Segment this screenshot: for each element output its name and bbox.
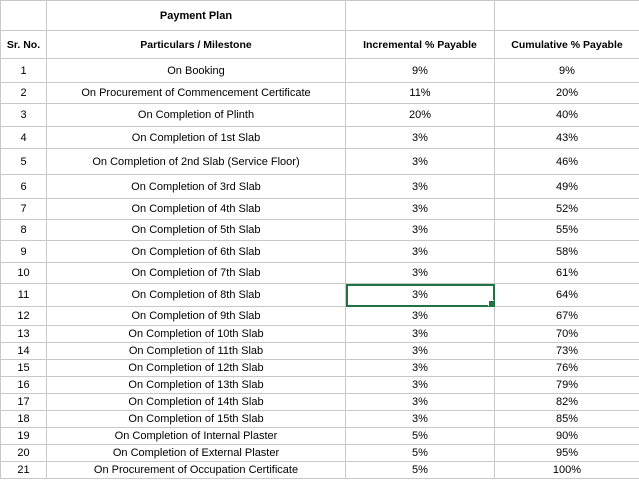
cell-milestone[interactable]: On Procurement of Occupation Certificate [47, 462, 346, 479]
cell-milestone[interactable]: On Completion of 10th Slab [47, 326, 346, 343]
cell-sr-no[interactable]: 1 [1, 59, 47, 83]
table-row [1, 220, 639, 241]
header-incremental[interactable]: Incremental % Payable [346, 31, 495, 59]
table-row [1, 462, 639, 479]
table-row [1, 394, 639, 411]
table-row [1, 343, 639, 360]
blank-cell[interactable] [346, 1, 495, 31]
cell-incremental[interactable]: 3% [346, 411, 495, 428]
table-row [1, 360, 639, 377]
table-row [1, 104, 639, 127]
cell-sr-no[interactable]: 3 [1, 104, 47, 127]
cell-milestone[interactable]: On Completion of 2nd Slab (Service Floor) [47, 149, 346, 175]
cell-cumulative[interactable]: 76% [495, 360, 639, 377]
cell-sr-no[interactable]: 12 [1, 307, 47, 326]
cell-cumulative[interactable]: 95% [495, 445, 639, 462]
table-row [1, 411, 639, 428]
cell-incremental[interactable]: 3% [346, 360, 495, 377]
cell-milestone[interactable]: On Completion of 13th Slab [47, 377, 346, 394]
blank-cell[interactable] [495, 1, 639, 31]
cell-sr-no[interactable]: 21 [1, 462, 47, 479]
cell-cumulative[interactable]: 70% [495, 326, 639, 343]
cell-milestone[interactable]: On Completion of 11th Slab [47, 343, 346, 360]
cell-incremental[interactable]: 5% [346, 462, 495, 479]
cell-incremental[interactable]: 3% [346, 377, 495, 394]
cell-cumulative[interactable]: 100% [495, 462, 639, 479]
table-row [1, 149, 639, 175]
cell-cumulative[interactable]: 43% [495, 127, 639, 149]
cell-cumulative[interactable]: 85% [495, 411, 639, 428]
title-row [1, 1, 639, 31]
cell-cumulative[interactable]: 67% [495, 307, 639, 326]
cell-milestone[interactable]: On Completion of 12th Slab [47, 360, 346, 377]
cell-sr-no[interactable]: 17 [1, 394, 47, 411]
cell-cumulative[interactable]: 90% [495, 428, 639, 445]
table-row [1, 199, 639, 220]
cell-cumulative[interactable]: 64% [495, 284, 639, 307]
cell-cumulative[interactable]: 79% [495, 377, 639, 394]
cell-sr-no[interactable]: 13 [1, 326, 47, 343]
cell-sr-no[interactable]: 14 [1, 343, 47, 360]
cell-sr-no[interactable]: 7 [1, 199, 47, 220]
cell-sr-no[interactable]: 6 [1, 175, 47, 199]
table-row [1, 307, 639, 326]
table-row [1, 445, 639, 462]
table-row [1, 326, 639, 343]
table-row [1, 263, 639, 284]
cell-cumulative[interactable]: 61% [495, 263, 639, 284]
table-row [1, 83, 639, 104]
cell-sr-no[interactable]: 11 [1, 284, 47, 307]
cell-milestone[interactable]: On Completion of Plinth [47, 104, 346, 127]
blank-cell[interactable] [1, 1, 47, 31]
cell-cumulative[interactable]: 49% [495, 175, 639, 199]
cell-sr-no[interactable]: 8 [1, 220, 47, 241]
table-row [1, 59, 639, 83]
table-row [1, 175, 639, 199]
table-row [1, 377, 639, 394]
cell-incremental[interactable]: 3% [346, 241, 495, 263]
cell-milestone[interactable]: On Completion of 7th Slab [47, 263, 346, 284]
cell-milestone[interactable]: On Completion of 14th Slab [47, 394, 346, 411]
table-row [1, 127, 639, 149]
cell-milestone[interactable]: On Completion of 8th Slab [47, 284, 346, 307]
cell-incremental[interactable]: 3% [346, 343, 495, 360]
cell-cumulative[interactable]: 46% [495, 149, 639, 175]
cell-sr-no[interactable]: 9 [1, 241, 47, 263]
cell-incremental[interactable]: 3% [346, 175, 495, 199]
cell-milestone[interactable]: On Completion of 3rd Slab [47, 175, 346, 199]
cell-incremental[interactable]: 5% [346, 445, 495, 462]
cell-incremental[interactable]: 3% [346, 394, 495, 411]
cell-cumulative[interactable]: 55% [495, 220, 639, 241]
cell-milestone[interactable]: On Completion of Internal Plaster [47, 428, 346, 445]
cell-incremental[interactable]: 11% [346, 83, 495, 104]
cell-sr-no[interactable]: 2 [1, 83, 47, 104]
cell-milestone[interactable]: On Completion of 6th Slab [47, 241, 346, 263]
fill-handle[interactable] [488, 300, 495, 307]
cell-cumulative[interactable]: 9% [495, 59, 639, 83]
sheet-title[interactable]: Payment Plan [47, 1, 346, 31]
cell-incremental[interactable]: 3% [346, 326, 495, 343]
cell-incremental[interactable]: 9% [346, 59, 495, 83]
header-cumulative[interactable]: Cumulative % Payable [495, 31, 639, 59]
cell-incremental[interactable]: 3% [346, 220, 495, 241]
cell-incremental[interactable]: 3% [346, 307, 495, 326]
cell-incremental[interactable]: 20% [346, 104, 495, 127]
cell-incremental[interactable]: 3% [346, 263, 495, 284]
cell-milestone[interactable]: On Completion of 5th Slab [47, 220, 346, 241]
header-sr-no[interactable]: Sr. No. [1, 31, 47, 59]
cell-milestone[interactable]: On Completion of 1st Slab [47, 127, 346, 149]
cell-cumulative[interactable]: 52% [495, 199, 639, 220]
cell-sr-no[interactable]: 16 [1, 377, 47, 394]
cell-milestone[interactable]: On Completion of 4th Slab [47, 199, 346, 220]
cell-milestone[interactable]: On Completion of 9th Slab [47, 307, 346, 326]
table-row [1, 428, 639, 445]
cell-milestone[interactable]: On Booking [47, 59, 346, 83]
cell-sr-no[interactable]: 4 [1, 127, 47, 149]
cell-milestone[interactable]: On Completion of 15th Slab [47, 411, 346, 428]
cell-cumulative[interactable]: 40% [495, 104, 639, 127]
cell-sr-no[interactable]: 20 [1, 445, 47, 462]
cell-incremental[interactable]: 3% [346, 127, 495, 149]
cell-sr-no[interactable]: 5 [1, 149, 47, 175]
cell-cumulative[interactable]: 82% [495, 394, 639, 411]
cell-incremental[interactable]: 5% [346, 428, 495, 445]
selected-cell[interactable]: 3% [346, 284, 495, 307]
cell-milestone[interactable]: On Completion of External Plaster [47, 445, 346, 462]
cell-sr-no[interactable]: 15 [1, 360, 47, 377]
cell-cumulative[interactable]: 73% [495, 343, 639, 360]
header-row [1, 31, 639, 59]
header-particulars[interactable]: Particulars / Milestone [47, 31, 346, 59]
cell-cumulative[interactable]: 20% [495, 83, 639, 104]
table-row [1, 241, 639, 263]
table-row [1, 284, 639, 307]
cell-sr-no[interactable]: 18 [1, 411, 47, 428]
cell-sr-no[interactable]: 19 [1, 428, 47, 445]
cell-incremental[interactable]: 3% [346, 199, 495, 220]
cell-cumulative[interactable]: 58% [495, 241, 639, 263]
cell-sr-no[interactable]: 10 [1, 263, 47, 284]
cell-milestone[interactable]: On Procurement of Commencement Certificate [47, 83, 346, 104]
cell-incremental[interactable]: 3% [346, 149, 495, 175]
